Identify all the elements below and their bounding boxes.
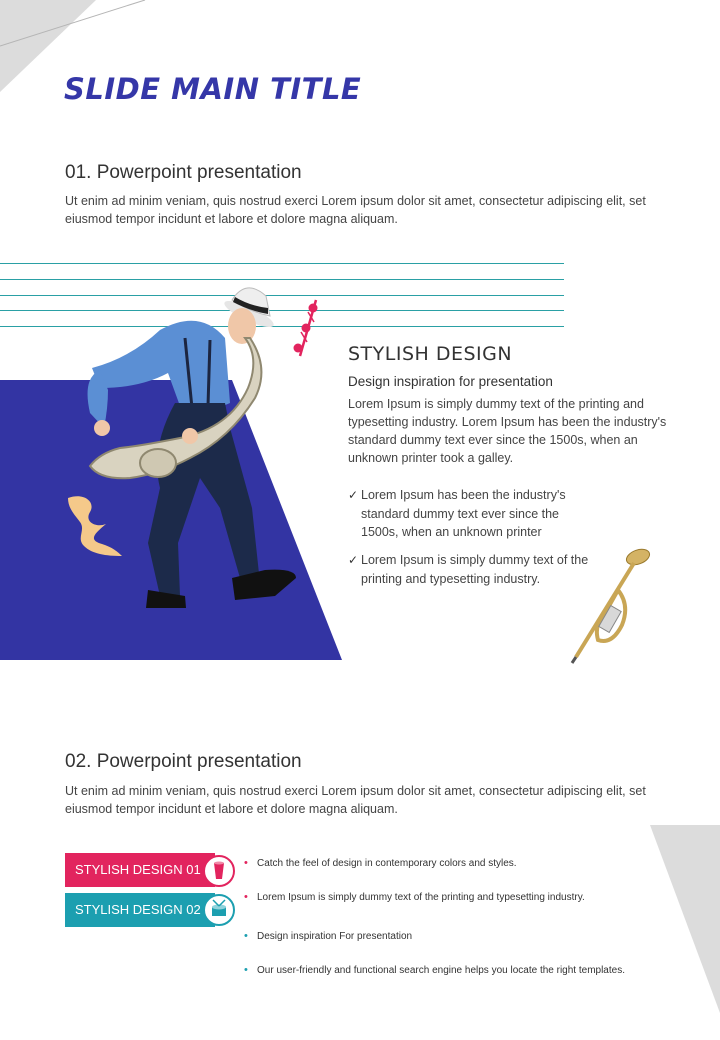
checklist-item — [348, 486, 591, 542]
feature-heading: STYLISH DESIGN — [348, 343, 513, 365]
bottom-right-corner-decoration — [640, 825, 720, 1015]
bullet-text: Lorem Ipsum is simply dummy text of the printing and typesetting industry. — [257, 892, 585, 903]
snare-drum-icon — [203, 894, 235, 926]
staff-line — [0, 263, 564, 264]
section-1-heading: 01. Powerpoint presentation — [65, 162, 302, 183]
feature-subheading: Design inspiration for presentation — [348, 374, 553, 389]
stylish-design-02-label: STYLISH DESIGN 02 — [65, 893, 215, 927]
checkmark-icon: ✓ — [348, 488, 359, 502]
conga-drum-icon — [203, 855, 235, 887]
feature-body: Lorem Ipsum is simply dummy text of the printing and typesetting industry. Lorem Ipsum has been the industry's standard dummy text ever since the 1500s, when an unknown printer took a galley. — [348, 397, 667, 465]
section-2-body: Ut enim ad minim veniam, quis nostrud exerci Lorem ipsum dolor sit amet, consectetur adipiscing elit, set eiusmod tempor incidunt et labore et dolore magna aliquam. — [65, 784, 646, 816]
stylish-design-01-label: STYLISH DESIGN 01 — [65, 853, 215, 887]
checklist-item-text: Lorem Ipsum is simply dummy text of the printing and typesetting industry. — [361, 553, 589, 586]
page-title: SLIDE MAIN TITLE — [64, 72, 362, 106]
checklist-item-text: Lorem Ipsum has been the industry's standard dummy text ever since the 1500s, when an unknown printer — [361, 488, 566, 539]
design-01-bullet: • Lorem Ipsum is simply dummy text of the printing and typesetting industry. — [244, 891, 585, 903]
trumpet-photo — [568, 545, 658, 665]
design-02-bullet: • Our user-friendly and functional search engine helps you locate the right templates. — [244, 964, 625, 976]
checkmark-icon: ✓ — [348, 553, 359, 567]
section-1-body: Ut enim ad minim veniam, quis nostrud exerci Lorem ipsum dolor sit amet, consectetur adipiscing elit, set eiusmod tempor incidunt et labore et dolore magna aliquam. — [65, 194, 646, 226]
design-02-bullet: • Design inspiration For presentation — [244, 930, 413, 942]
design-01-bullet: • Catch the feel of design in contemporary colors and styles. — [244, 857, 517, 869]
section-2-heading: 02. Powerpoint presentation — [65, 751, 302, 772]
bullet-text: Catch the feel of design in contemporary colors and styles. — [257, 858, 517, 869]
bullet-text: Our user-friendly and functional search engine helps you locate the right templates. — [257, 965, 625, 976]
saxophone-player-photo — [60, 278, 310, 618]
bullet-text: Design inspiration For presentation — [257, 931, 413, 942]
checklist-item — [348, 551, 591, 588]
